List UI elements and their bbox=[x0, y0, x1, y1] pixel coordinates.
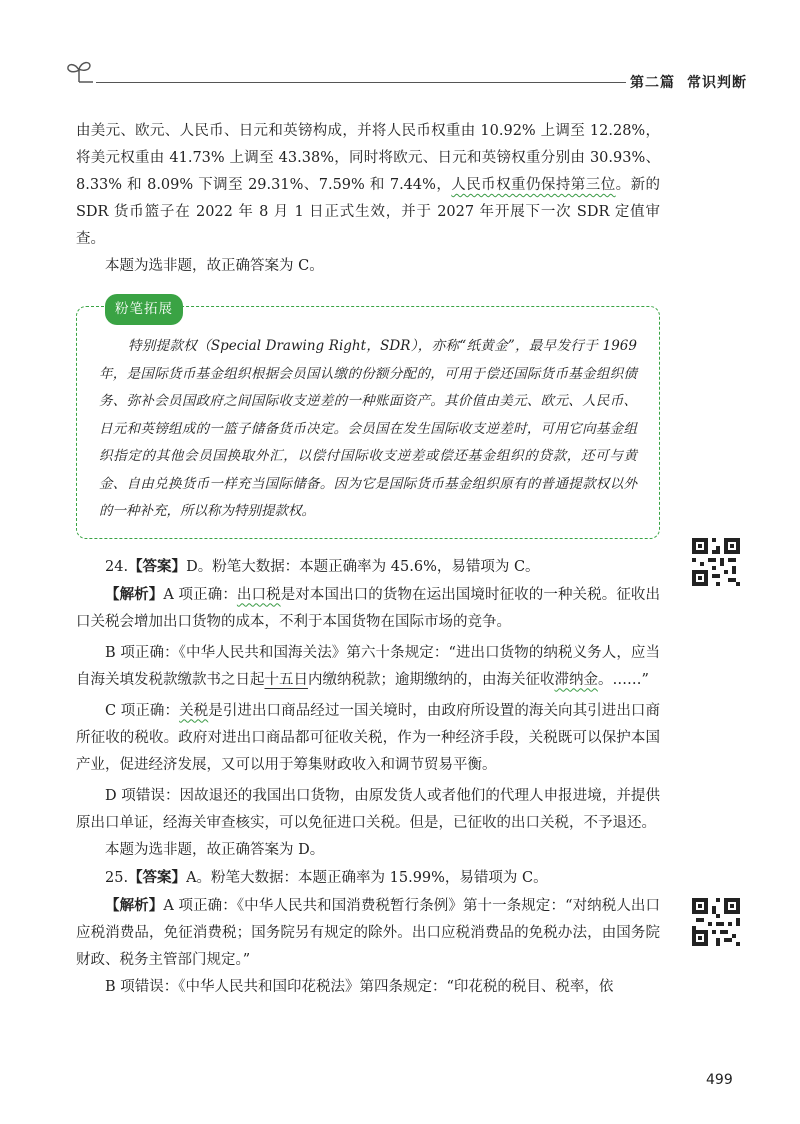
page-number: 499 bbox=[706, 1072, 733, 1088]
q24-analysis-d: D 项错误：因故退还的我国出口货物，由原发货人或者他们的代理人申报进境，并提供原出口单证，经海关审查核实，可以免征进口关税。但是，已征收的出口关税，不予退还。 bbox=[76, 787, 660, 831]
text-run: 。……” bbox=[598, 671, 649, 688]
text-run: 是对本国出口的货物在运出国境时征收的一种关税。征收出口关税会增加出口货物的成本，不利于本国货物在国际市场的竞争。 bbox=[76, 586, 661, 630]
page-content bbox=[76, 118, 660, 1001]
underlined-text: 滞纳金 bbox=[554, 671, 598, 688]
answer-label: 【答案】 bbox=[128, 868, 187, 886]
expansion-text: 特别提款权（Special Drawing Right，SDR），亦称“纸黄金”，最早发行于 1969 年，是国际货币基金组织根据会员国认缴的份额分配的，可用于偿还国际货币基金组织债务、弥补会员国政府之间国际收支逆差的一种账面资产。其价值由美元、欧元、人民币、日元和英镑组成的一篮子储备货币决定。会员国在发生国际收支逆差时，可用它向基金组织指定的其他会员国换取外汇，以偿付国际收支逆差或偿还基金组织的贷款，还可与黄金、自由兑换货币一样充当国际储备。因为它是国际货币基金组织原有的普通提款权以外的一种补充，所以称为特别提款权。 bbox=[99, 338, 637, 519]
qr-code-icon[interactable] bbox=[692, 898, 740, 946]
expansion-box bbox=[76, 301, 660, 539]
answer-text: D。粉笔大数据：本题正确率为 45.6%，易错项为 C。 bbox=[186, 558, 540, 575]
q24-conclusion: 本题为选非题，故正确答案为 D。 bbox=[105, 841, 325, 858]
underlined-text: 人民币权重仍保持第三位 bbox=[451, 177, 616, 193]
text-run: B 项正确：《中华人民共和国海关法》第六十条规定：“进出口货物的纳税义务人，应当自海关填发税款缴款书之日起 bbox=[76, 644, 660, 688]
analysis-label: 【解析】 bbox=[105, 585, 164, 603]
text-run: A 项正确：《中华人民共和国消费税暂行条例》第十一条规定：“对纳税人出口应税消费品，免征消费税；国务院另有规定的除外。出口应税消费品的免税办法，由国务院财政、税务主管部门规定。” bbox=[76, 897, 660, 968]
analysis-label: 【解析】 bbox=[105, 896, 164, 914]
underlined-text: 十五日 bbox=[264, 671, 308, 688]
page-header bbox=[0, 0, 800, 110]
q24-analysis-b bbox=[76, 640, 660, 694]
text-run: 是引进出口商品经过一国关境时，由政府所设置的海关向其引进出口商所征收的税收。政府对进出口商品都可征收关税，作为一种经济手段，关税既可以保护本国产业，促进经济发展，又可以用于筹集财政收入和调节贸易平衡。 bbox=[76, 702, 661, 773]
q24-answer bbox=[76, 553, 660, 581]
paragraph-conclusion-23: 本题为选非题，故正确答案为 C。 bbox=[105, 258, 324, 274]
answer-label: 【答案】 bbox=[128, 557, 187, 575]
text-run: 由美元、欧元、人民币、日元和英镑构成，并将人民币权重由 10.92% 上调至 12.28%，将美元权重由 41.73% 上调至 43.38%，同时将欧元、日元和英镑权重分别由 30.93%、8.33% 和 8.09% 下调至 29.31%、7.59% 和 7.44%， bbox=[76, 123, 660, 193]
q25-analysis-b: B 项错误：《中华人民共和国印花税法》第四条规定：“印花税的税目、税率，依 bbox=[105, 978, 614, 995]
text-run: A 项正确： bbox=[163, 586, 237, 603]
underlined-text: 关税 bbox=[179, 702, 209, 719]
header-rule bbox=[96, 82, 626, 83]
header-title bbox=[630, 72, 747, 92]
text-run: 。新的 SDR 货币篮子在 2022 年 8 月 1 日正式生效，并于 2027 年开展下一次 SDR 定值审查。 bbox=[76, 177, 661, 247]
question-number: 24. bbox=[105, 558, 129, 575]
answer-text: A。粉笔大数据：本题正确率为 15.99%，易错项为 C。 bbox=[186, 869, 548, 886]
q25-analysis-a bbox=[76, 892, 660, 974]
q24-analysis-a bbox=[76, 581, 660, 636]
text-run: 内缴纳税款；逾期缴纳的，由海关征收 bbox=[308, 671, 555, 688]
question-number: 25. bbox=[105, 869, 129, 886]
q24-analysis-c bbox=[76, 698, 660, 779]
paragraph-sdr-weights bbox=[76, 118, 660, 253]
underlined-text: 出口税 bbox=[236, 586, 281, 603]
q25-answer bbox=[76, 864, 660, 892]
qr-code-icon[interactable] bbox=[692, 538, 740, 586]
sprout-icon bbox=[64, 58, 94, 84]
text-run: C 项正确： bbox=[105, 702, 180, 719]
header-section: 常识判断 bbox=[687, 75, 747, 91]
header-part: 第二篇 bbox=[630, 75, 675, 91]
expansion-tag: 粉笔拓展 bbox=[105, 294, 183, 325]
